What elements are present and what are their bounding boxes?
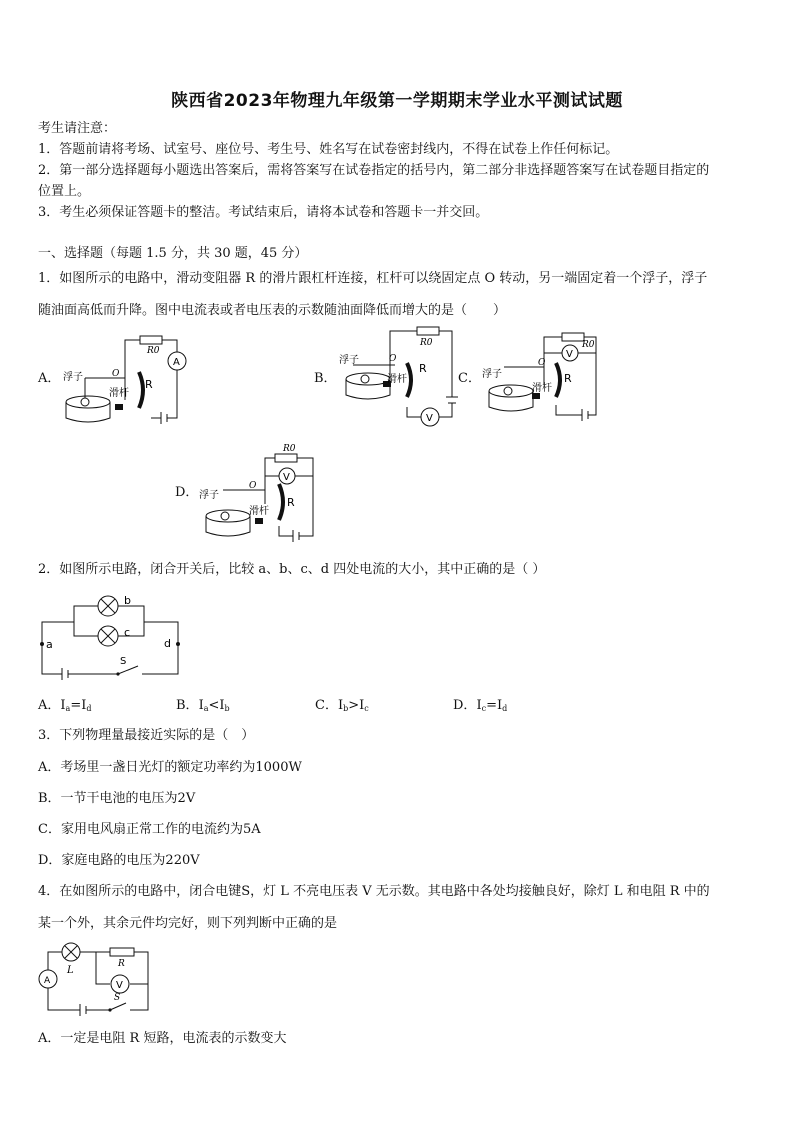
q4-switch-s-label: S <box>114 993 121 1003</box>
q2-switch-s: S <box>120 656 127 667</box>
q2-point-a: a <box>46 638 53 651</box>
q1d-voltmeter-label: V <box>283 472 290 483</box>
q4-ammeter-label: A <box>44 976 51 986</box>
q4-circuit-diagram <box>36 940 161 1018</box>
q4-resistor-r-label: R <box>118 959 125 969</box>
q1c-r0-label: R0 <box>582 340 595 350</box>
notice-item-1: 1．答题前请将考场、试室号、座位号、考生号、姓名写在试卷密封线内，不得在试卷上作任何标记。 <box>38 142 619 157</box>
q1a-o-label: O <box>112 369 120 379</box>
q1c-voltmeter-label: V <box>566 349 573 360</box>
q1-option-b-letter[interactable]: B． <box>314 371 337 386</box>
q1-circuit-b-diagram <box>335 325 465 430</box>
q1c-o-label: O <box>538 358 546 368</box>
q1d-r0-label: R0 <box>283 444 296 454</box>
section-heading: 一、选择题（每题 1.5 分，共 30 题，45 分） <box>38 246 308 261</box>
q1c-r-label: R <box>564 372 572 385</box>
q1c-float-label: 浮子 <box>482 369 502 380</box>
q1-stem-line2: 随油面高低而升降。图中电流表或者电压表的示数随油面降低而增大的是（ ） <box>38 303 507 318</box>
q3-option-c[interactable]: C．家用电风扇正常工作的电流约为5A <box>38 822 261 837</box>
q2-option-b[interactable]: B．$I_a<I_b$ <box>176 698 230 713</box>
q4-option-a[interactable]: A．一定是电阻 R 短路，电流表的示数变大 <box>38 1031 287 1046</box>
q2-point-c: c <box>124 626 131 639</box>
q1b-r0-label: R0 <box>420 338 433 348</box>
q4-voltmeter-label: V <box>116 980 123 991</box>
q1a-lever-label: 滑杆 <box>109 388 129 399</box>
notice-item-3: 3．考生必须保证答题卡的整洁。考试结束后，请将本试卷和答题卡一并交回。 <box>38 205 489 220</box>
q1d-r-label: R <box>287 496 295 509</box>
q1b-lever-label: 滑杆 <box>387 374 407 385</box>
q3-option-b[interactable]: B．一节干电池的电压为2V <box>38 791 196 806</box>
q2-option-c[interactable]: C．$I_b>I_c$ <box>315 698 369 713</box>
q1-circuit-a-diagram <box>55 330 195 430</box>
q1b-o-label: O <box>389 354 397 364</box>
q2-option-a[interactable]: A．$I_a=I_d$ <box>38 698 92 713</box>
q1-option-a-letter[interactable]: A． <box>38 371 61 386</box>
q1c-lever-label: 滑杆 <box>532 383 552 394</box>
q4-stem-line1: 4．在如图所示的电路中，闭合电键S，灯 L 不亮电压表 V 无示数。其电路中各处均接触良好，除灯 L 和电阻 R 中的 <box>38 884 710 899</box>
q1b-voltmeter-label: V <box>426 413 433 424</box>
q1-stem-line1: 1．如图所示的电路中，滑动变阻器 R 的滑片跟杠杆连接，杠杆可以绕固定点 O 转动，另一端固定着一个浮子，浮子 <box>38 271 708 286</box>
page-title: 陕西省2023年物理九年级第一学期期末学业水平测试试题 <box>171 91 623 111</box>
notice-heading: 考生请注意： <box>38 121 117 136</box>
q1-circuit-c-diagram <box>478 325 608 430</box>
q3-stem: 3．下列物理量最接近实际的是（ ） <box>38 728 255 743</box>
q4-stem-line2: 某一个外，其余元件均完好，则下列判断中正确的是 <box>38 916 338 931</box>
q2-point-d: d <box>164 637 171 650</box>
q1d-o-label: O <box>249 481 257 491</box>
q1b-r-label: R <box>419 362 427 375</box>
q2-option-d[interactable]: D．$I_c=I_d$ <box>453 698 508 713</box>
q3-option-a[interactable]: A．考场里一盏日光灯的额定功率约为1000W <box>38 760 302 775</box>
q2-stem: 2．如图所示电路，闭合开关后，比较 a、b、c、d 四处电流的大小，其中正确的是（ ） <box>38 562 546 577</box>
q4-lamp-l-label: L <box>67 965 74 976</box>
q1d-lever-label: 滑杆 <box>249 506 269 517</box>
notice-item-2: 2．第一部分选择题每小题选出答案后，需将答案写在试卷指定的括号内，第二部分非选择题答案写在试卷题目指定的 <box>38 163 710 178</box>
q1a-ammeter-label: A <box>173 357 180 368</box>
q2-point-b: b <box>124 594 131 607</box>
q3-option-d[interactable]: D．家庭电路的电压为220V <box>38 853 200 868</box>
q1a-r-label: R <box>145 378 153 391</box>
notice-item-2-cont: 位置上。 <box>38 184 91 199</box>
q1a-float-label: 浮子 <box>63 372 83 383</box>
q1a-r0-label: R0 <box>147 346 160 356</box>
q1b-float-label: 浮子 <box>339 355 359 366</box>
q2-circuit-diagram <box>36 590 186 680</box>
q1-option-c-letter[interactable]: C． <box>458 371 481 386</box>
q1-circuit-d-diagram <box>195 440 325 545</box>
q1-option-d-letter[interactable]: D． <box>175 485 199 500</box>
q1d-float-label: 浮子 <box>199 490 219 501</box>
